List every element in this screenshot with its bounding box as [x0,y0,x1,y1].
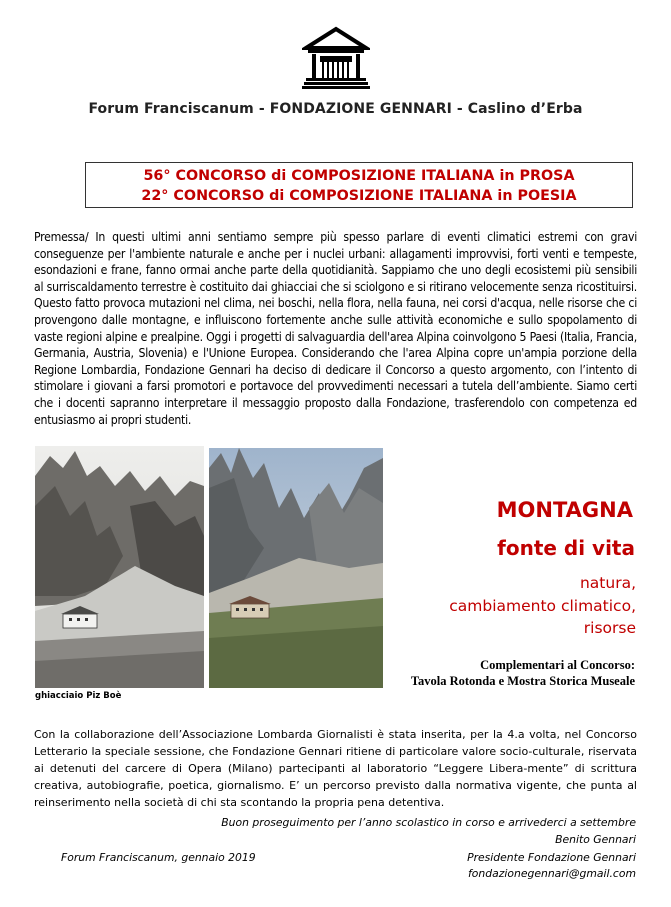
photo-caption: ghiacciaio Piz Boè [35,691,122,701]
contact-email: fondazionegennari@gmail.com [468,867,636,880]
premessa-paragraph: Premessa/ In questi ultimi anni sentiamo sempre più spesso parlare di eventi climatici estremi con gravi conseguenze per l'ambiente naturale e anche per i nuclei urbani: allagamenti improvvisi, forti venti e tempeste, esondazioni e frane, fanno ormai anche parte della quotidianità. Sappiamo che uno degli ecosistemi più sensibili al surriscaldamento terrestre è costituito dai ghiacciai che si sciolgono e si ritirano velocemente senza ricostituirsi. Questo fatto provoca mutazioni nel clima, nei boschi, nella flora, nella fauna, nei corsi d'acqua, nelle risorse che ci provengono dalle montagne, e influiscono fortemente anche sulle attività economiche e sullo spopolamento di vaste regioni alpine e prealpine. Oggi i progetti di salvaguardia dell'area Alpina coinvolgono 5 Paesi (Italia, Francia, Germania, Austria, Slovenia) e l'Unione Europea. Considerando che l'area Alpina copre un'ampia porzione della Regione Lombardia, Fondazione Gennari ha deciso di dedicare il Concorso a questo argomento, con l’intento di stimolare i giovani a farsi promotori e portavoce del provvedimenti necessari a tutela dell’ambiente. Siamo certi che i docenti sapranno interpretare il messaggio proposto dalla Fondazione, trasferendolo con competenza ed entusiasmo ai propri studenti. [34,230,637,427]
theme-topic: natura, [579,574,636,592]
foundation-logo [302,26,370,90]
organization-heading: Forum Franciscanum - FONDAZIONE GENNARI - Caslino d’Erba [88,101,583,117]
theme-topic: cambiamento climatico, [449,596,636,615]
theme-topic: risorse [583,619,636,637]
glacier-bw-photo [35,446,204,688]
place-date: Forum Franciscanum, gennaio 2019 [61,851,256,864]
theme-topics [449,572,636,640]
mountain-refuge-photo [209,448,383,688]
collaboration-paragraph: Con la collaborazione dell’Associazione Lombarda Giornalisti è stata inserita, per la 4.a volta, nel Concorso Letterario la speciale sessione, che Fondazione Gennari ritiene di particolare valore socio-culturale, riservata ai detenuti del carcere di Opera (Milano) partecipanti al laboratorio “Leggere Libera-mente” di scrittura creativa, autobiografie, poetica, giornalismo. E’ un percorso previsto dalla normativa vigente, che punta al reinserimento nella società di chi sta scontando la propria pena detentiva. [34,728,637,809]
signer-name: Benito Gennari [555,833,636,846]
complementary-heading: Complementari al Concorso: [480,658,635,672]
contest-poesia-title: 22° CONCORSO di COMPOSIZIONE ITALIANA in POESIA [141,188,577,204]
contest-title-box [85,162,633,208]
signer-role: Presidente Fondazione Gennari [467,851,636,864]
building-logo-icon [302,26,370,90]
theme-subtitle: fonte di vita [497,536,635,560]
closing-greeting: Buon proseguimento per l’anno scolastico in corso e arrivederci a settembre [221,816,636,829]
complementary-detail: Tavola Rotonda e Mostra Storica Museale [410,674,635,688]
theme-title: MONTAGNA [496,498,633,522]
complementary-events [411,657,635,689]
contest-prosa-title: 56° CONCORSO di COMPOSIZIONE ITALIANA in PROSA [143,168,575,184]
